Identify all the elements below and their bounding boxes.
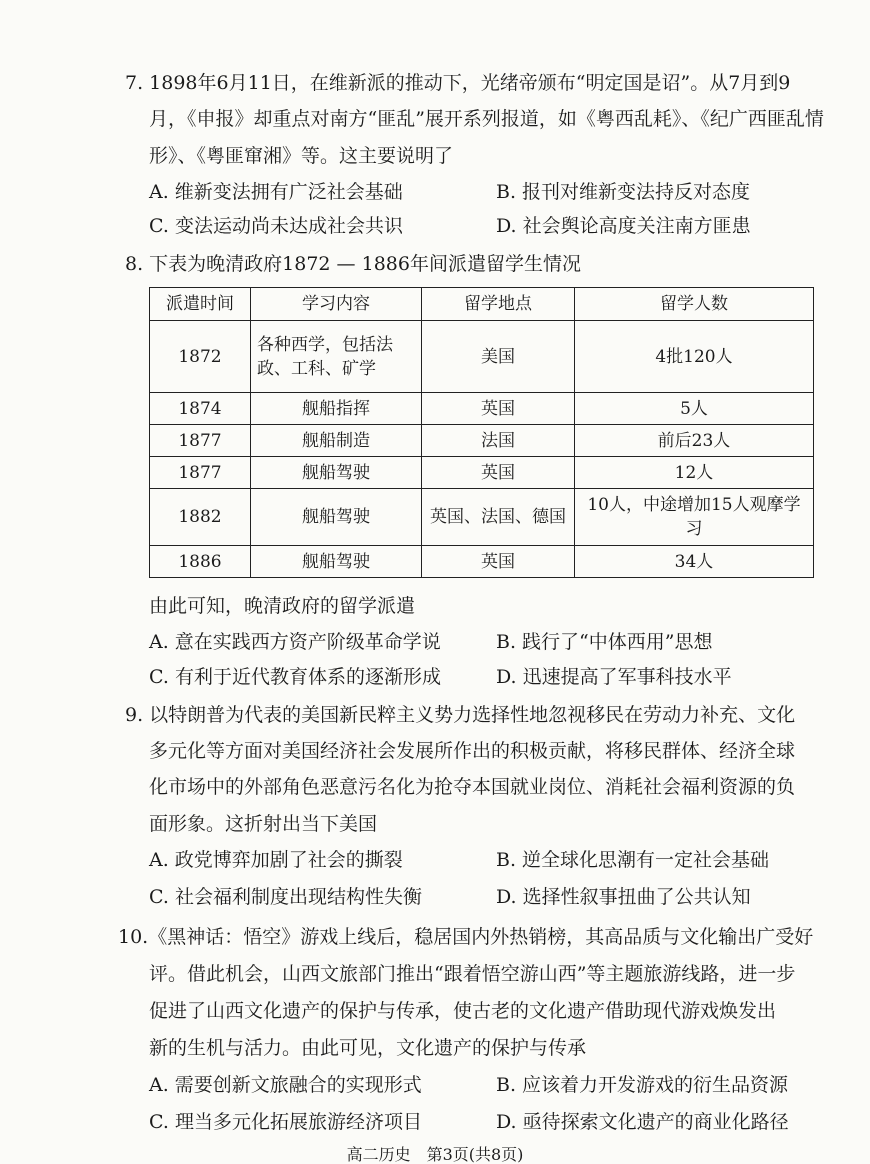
q9-option-c: C. 社会福利制度出现结构性失衡 [149, 886, 422, 908]
study-abroad-table [149, 287, 814, 578]
q9-option-a: A. 政党博弈加剧了社会的撕裂 [149, 849, 403, 871]
q10-stem-line-2: 评。借此机会，山西文旅部门推出“跟着悟空游山西”等主题旅游线路，进一步 [149, 963, 796, 985]
header-study-content: 学习内容 [251, 288, 422, 321]
table-row [150, 425, 814, 457]
table-cell: 美国 [422, 321, 575, 393]
table-cell: 1877 [150, 425, 251, 457]
table-cell: 1872 [150, 321, 251, 393]
q8-option-a: A. 意在实践西方资产阶级革命学说 [149, 631, 441, 653]
table-cell: 10人，中途增加15人观摩学习 [575, 489, 814, 546]
table-row [150, 393, 814, 425]
table-cell: 各种西学，包括法政、工科、矿学 [251, 321, 422, 393]
table-cell: 英国 [422, 457, 575, 489]
table-cell: 英国 [422, 393, 575, 425]
q7-option-d: D. 社会舆论高度关注南方匪患 [496, 215, 751, 237]
q7-option-a: A. 维新变法拥有广泛社会基础 [149, 181, 403, 203]
q8-option-b: B. 践行了“中体西用”思想 [496, 631, 713, 653]
table-cell: 1874 [150, 393, 251, 425]
table-cell: 前后23人 [575, 425, 814, 457]
table-cell: 1886 [150, 546, 251, 578]
q7-stem-line-1: 7. 1898年6月11日，在维新派的推动下，光绪帝颁布“明定国是诏”。从7月到9 [125, 72, 791, 94]
q9-stem-line-2: 多元化等方面对美国经济社会发展所作出的积极贡献，将移民群体、经济全球 [149, 740, 796, 762]
table-row [150, 546, 814, 578]
q10-stem-line-4: 新的生机与活力。由此可见，文化遗产的保护与传承 [149, 1037, 587, 1059]
header-study-location: 留学地点 [422, 288, 575, 321]
table-cell: 34人 [575, 546, 814, 578]
table-cell: 舰船驾驶 [251, 546, 422, 578]
q10-option-c: C. 理当多元化拓展旅游经济项目 [149, 1111, 422, 1133]
q9-option-d: D. 选择性叙事扭曲了公共认知 [496, 886, 751, 908]
table-cell: 英国、法国、德国 [422, 489, 575, 546]
page-footer: 高二历史 第3页(共8页) [346, 1145, 524, 1164]
q8-option-d: D. 迅速提高了军事科技水平 [496, 666, 732, 688]
table-cell: 1877 [150, 457, 251, 489]
q7-stem-line-2: 月，《申报》却重点对南方“匪乱”展开系列报道，如《粤西乱耗》、《纪广西匪乱情 [149, 108, 824, 130]
table-row [150, 321, 814, 393]
header-student-count: 留学人数 [575, 288, 814, 321]
table-cell: 舰船驾驶 [251, 489, 422, 546]
q9-stem-line-1: 9. 以特朗普为代表的美国新民粹主义势力选择性地忽视移民在劳动力补充、文化 [125, 704, 796, 726]
table-cell: 法国 [422, 425, 575, 457]
table-cell: 5人 [575, 393, 814, 425]
table-cell: 舰船驾驶 [251, 457, 422, 489]
q9-stem-line-3: 化市场中的外部角色恶意污名化为抢夺本国就业岗位、消耗社会福利资源的负 [149, 776, 796, 798]
q7-option-b: B. 报刊对维新变法持反对态度 [496, 181, 751, 203]
header-dispatch-time: 派遣时间 [150, 288, 251, 321]
q9-stem-line-4: 面形象。这折射出当下美国 [149, 813, 378, 835]
q10-stem-line-3: 促进了山西文化遗产的保护与传承，使古老的文化遗产借助现代游戏焕发出 [149, 1000, 777, 1022]
table-cell: 英国 [422, 546, 575, 578]
table-cell: 舰船制造 [251, 425, 422, 457]
q10-stem-line-1: 10.《黑神话：悟空》游戏上线后，稳居国内外热销榜，其高品质与文化输出广受好 [118, 926, 814, 948]
q7-option-c: C. 变法运动尚未达成社会共识 [149, 215, 403, 237]
q8-followup: 由此可知，晚清政府的留学派遣 [149, 595, 416, 617]
q8-option-c: C. 有利于近代教育体系的逐渐形成 [149, 666, 441, 688]
q10-option-b: B. 应该着力开发游戏的衍生品资源 [496, 1074, 789, 1096]
table-cell: 舰船指挥 [251, 393, 422, 425]
table-header-row [150, 288, 814, 321]
q9-option-b: B. 逆全球化思潮有一定社会基础 [496, 849, 770, 871]
q10-option-d: D. 亟待探索文化遗产的商业化路径 [496, 1111, 789, 1133]
q8-stem: 8. 下表为晚清政府1872 — 1886年间派遣留学生情况 [125, 253, 581, 275]
table-cell: 4批120人 [575, 321, 814, 393]
q10-option-a: A. 需要创新文旅融合的实现形式 [149, 1074, 422, 1096]
table-row [150, 457, 814, 489]
table-cell: 1882 [150, 489, 251, 546]
table-cell: 12人 [575, 457, 814, 489]
table-row [150, 489, 814, 546]
q7-stem-line-3: 形》、《粤匪窜湘》等。这主要说明了 [149, 145, 454, 167]
